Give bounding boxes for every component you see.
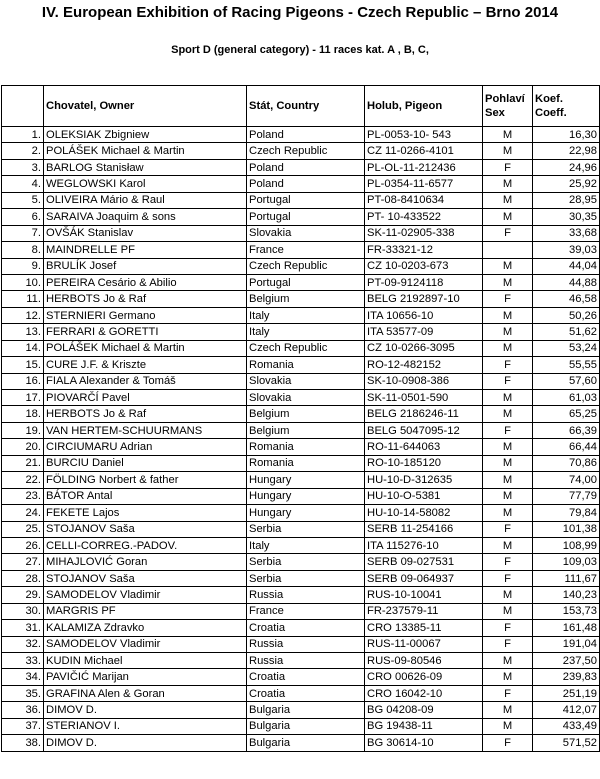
cell-country: Serbia xyxy=(247,554,365,570)
cell-sex: M xyxy=(483,274,533,290)
cell-pigeon: PL-OL-11-212436 xyxy=(365,159,483,175)
cell-owner: PEREIRA Cesário & Abilio xyxy=(44,274,247,290)
table-row xyxy=(2,570,600,586)
table-row xyxy=(2,587,600,603)
table-row xyxy=(2,192,600,208)
cell-coefficient: 161,48 xyxy=(533,620,600,636)
cell-owner: STERNIERI Germano xyxy=(44,307,247,323)
cell-coefficient: 51,62 xyxy=(533,324,600,340)
cell-rank: 28. xyxy=(2,570,44,586)
cell-coefficient: 66,44 xyxy=(533,439,600,455)
cell-sex: M xyxy=(483,472,533,488)
table-row xyxy=(2,127,600,143)
cell-coefficient: 30,35 xyxy=(533,209,600,225)
cell-rank: 22. xyxy=(2,472,44,488)
cell-coefficient: 50,26 xyxy=(533,307,600,323)
cell-coefficient: 191,04 xyxy=(533,636,600,652)
cell-rank: 29. xyxy=(2,587,44,603)
cell-sex: F xyxy=(483,373,533,389)
cell-coefficient: 24,96 xyxy=(533,159,600,175)
column-header-owner: Chovatel, Owner xyxy=(44,86,247,127)
cell-pigeon: FR-237579-11 xyxy=(365,603,483,619)
cell-sex: F xyxy=(483,554,533,570)
cell-owner: STOJANOV Saša xyxy=(44,521,247,537)
cell-country: Poland xyxy=(247,176,365,192)
table-row xyxy=(2,718,600,734)
column-header-sex: Pohlaví Sex xyxy=(483,86,533,127)
cell-rank: 36. xyxy=(2,702,44,718)
table-row xyxy=(2,242,600,258)
table-row xyxy=(2,620,600,636)
cell-sex: M xyxy=(483,718,533,734)
cell-rank: 11. xyxy=(2,291,44,307)
cell-coefficient: 28,95 xyxy=(533,192,600,208)
cell-coefficient: 44,88 xyxy=(533,274,600,290)
cell-coefficient: 57,60 xyxy=(533,373,600,389)
cell-sex: M xyxy=(483,176,533,192)
cell-pigeon: ITA 115276-10 xyxy=(365,537,483,553)
cell-pigeon: FR-33321-12 xyxy=(365,242,483,258)
cell-rank: 27. xyxy=(2,554,44,570)
cell-country: Croatia xyxy=(247,685,365,701)
cell-sex: F xyxy=(483,521,533,537)
table-row xyxy=(2,291,600,307)
cell-rank: 26. xyxy=(2,537,44,553)
cell-pigeon: RUS-10-10041 xyxy=(365,587,483,603)
cell-country: Hungary xyxy=(247,472,365,488)
cell-sex: M xyxy=(483,143,533,159)
cell-sex: M xyxy=(483,587,533,603)
cell-coefficient: 70,86 xyxy=(533,455,600,471)
cell-country: Italy xyxy=(247,307,365,323)
cell-coefficient: 39,03 xyxy=(533,242,600,258)
table-row xyxy=(2,537,600,553)
cell-rank: 3. xyxy=(2,159,44,175)
cell-sex: M xyxy=(483,439,533,455)
table-row xyxy=(2,209,600,225)
cell-sex: M xyxy=(483,488,533,504)
cell-pigeon: RUS-09-80546 xyxy=(365,653,483,669)
cell-coefficient: 33,68 xyxy=(533,225,600,241)
cell-coefficient: 53,24 xyxy=(533,340,600,356)
cell-country: Croatia xyxy=(247,620,365,636)
cell-owner: PIOVARČÍ Pavel xyxy=(44,390,247,406)
cell-country: Portugal xyxy=(247,192,365,208)
cell-owner: OLIVEIRA Mário & Raul xyxy=(44,192,247,208)
cell-rank: 16. xyxy=(2,373,44,389)
cell-coefficient: 65,25 xyxy=(533,406,600,422)
cell-country: Russia xyxy=(247,587,365,603)
results-table xyxy=(1,85,600,752)
table-row xyxy=(2,176,600,192)
cell-coefficient: 16,30 xyxy=(533,127,600,143)
cell-coefficient: 66,39 xyxy=(533,422,600,438)
table-row xyxy=(2,669,600,685)
cell-country: Romania xyxy=(247,439,365,455)
cell-country: Poland xyxy=(247,159,365,175)
cell-pigeon: ITA 53577-09 xyxy=(365,324,483,340)
cell-sex: M xyxy=(483,505,533,521)
cell-rank: 15. xyxy=(2,357,44,373)
cell-coefficient: 44,04 xyxy=(533,258,600,274)
cell-rank: 34. xyxy=(2,669,44,685)
table-row xyxy=(2,636,600,652)
table-row xyxy=(2,439,600,455)
cell-rank: 24. xyxy=(2,505,44,521)
cell-pigeon: CZ 11-0266-4101 xyxy=(365,143,483,159)
cell-pigeon: SK-11-0501-590 xyxy=(365,390,483,406)
cell-country: Bulgaria xyxy=(247,702,365,718)
cell-owner: CIRCIUMARU Adrian xyxy=(44,439,247,455)
cell-country: Russia xyxy=(247,636,365,652)
cell-owner: FÖLDING Norbert & father xyxy=(44,472,247,488)
cell-pigeon: BELG 5047095-12 xyxy=(365,422,483,438)
table-row xyxy=(2,340,600,356)
cell-rank: 31. xyxy=(2,620,44,636)
cell-owner: BARLOG Stanisław xyxy=(44,159,247,175)
cell-rank: 17. xyxy=(2,390,44,406)
cell-rank: 10. xyxy=(2,274,44,290)
table-row xyxy=(2,603,600,619)
cell-sex: F xyxy=(483,422,533,438)
cell-pigeon: CRO 13385-11 xyxy=(365,620,483,636)
cell-country: Poland xyxy=(247,127,365,143)
cell-sex: M xyxy=(483,192,533,208)
cell-pigeon: PT- 10-433522 xyxy=(365,209,483,225)
cell-pigeon: PT-08-8410634 xyxy=(365,192,483,208)
cell-coefficient: 571,52 xyxy=(533,735,600,751)
cell-country: Croatia xyxy=(247,669,365,685)
cell-country: Slovakia xyxy=(247,225,365,241)
cell-owner: BÁTOR Antal xyxy=(44,488,247,504)
document-title: IV. European Exhibition of Racing Pigeons - Czech Republic – Brno 2014 xyxy=(41,4,559,21)
cell-owner: BURCIU Daniel xyxy=(44,455,247,471)
table-row xyxy=(2,685,600,701)
cell-sex: M xyxy=(483,209,533,225)
cell-owner: MARGRIS PF xyxy=(44,603,247,619)
cell-pigeon: PT-09-9124118 xyxy=(365,274,483,290)
cell-pigeon: CRO 00626-09 xyxy=(365,669,483,685)
cell-sex: F xyxy=(483,159,533,175)
cell-sex: F xyxy=(483,570,533,586)
cell-sex: M xyxy=(483,340,533,356)
cell-sex: F xyxy=(483,620,533,636)
cell-pigeon: CRO 16042-10 xyxy=(365,685,483,701)
cell-country: Czech Republic xyxy=(247,340,365,356)
cell-sex: M xyxy=(483,324,533,340)
cell-country: Serbia xyxy=(247,521,365,537)
cell-sex: M xyxy=(483,702,533,718)
cell-rank: 30. xyxy=(2,603,44,619)
table-row xyxy=(2,390,600,406)
cell-country: Czech Republic xyxy=(247,258,365,274)
cell-pigeon: HU-10-D-312635 xyxy=(365,472,483,488)
cell-rank: 2. xyxy=(2,143,44,159)
cell-owner: SAMODELOV Vladimir xyxy=(44,587,247,603)
cell-owner: GRAFINA Alen & Goran xyxy=(44,685,247,701)
cell-coefficient: 25,92 xyxy=(533,176,600,192)
cell-coefficient: 140,23 xyxy=(533,587,600,603)
cell-coefficient: 251,19 xyxy=(533,685,600,701)
cell-rank: 33. xyxy=(2,653,44,669)
document-subtitle: Sport D (general category) - 11 races kat. A , B, C, xyxy=(171,44,429,56)
cell-pigeon: SERB 11-254166 xyxy=(365,521,483,537)
cell-coefficient: 79,84 xyxy=(533,505,600,521)
cell-owner: SAMODELOV Vladimir xyxy=(44,636,247,652)
cell-country: Czech Republic xyxy=(247,143,365,159)
cell-rank: 18. xyxy=(2,406,44,422)
cell-coefficient: 412,07 xyxy=(533,702,600,718)
cell-owner: PAVIČIĆ Marijan xyxy=(44,669,247,685)
cell-coefficient: 433,49 xyxy=(533,718,600,734)
cell-sex: F xyxy=(483,636,533,652)
cell-pigeon: RO-11-644063 xyxy=(365,439,483,455)
cell-rank: 12. xyxy=(2,307,44,323)
table-row xyxy=(2,702,600,718)
cell-pigeon: BG 30614-10 xyxy=(365,735,483,751)
cell-pigeon: RO-10-185120 xyxy=(365,455,483,471)
cell-owner: WEGLOWSKI Karol xyxy=(44,176,247,192)
cell-country: Romania xyxy=(247,455,365,471)
table-row xyxy=(2,735,600,751)
cell-sex: M xyxy=(483,455,533,471)
column-header-pigeon: Holub, Pigeon xyxy=(365,86,483,127)
cell-pigeon: ITA 10656-10 xyxy=(365,307,483,323)
cell-coefficient: 101,38 xyxy=(533,521,600,537)
column-header-rank xyxy=(2,86,44,127)
cell-owner: KALAMIZA Zdravko xyxy=(44,620,247,636)
table-row xyxy=(2,472,600,488)
cell-pigeon: HU-10-O-5381 xyxy=(365,488,483,504)
cell-pigeon: BELG 2186246-11 xyxy=(365,406,483,422)
cell-rank: 5. xyxy=(2,192,44,208)
cell-country: Portugal xyxy=(247,209,365,225)
cell-sex: M xyxy=(483,258,533,274)
cell-rank: 9. xyxy=(2,258,44,274)
cell-pigeon: SERB 09-064937 xyxy=(365,570,483,586)
cell-sex: F xyxy=(483,225,533,241)
cell-pigeon: RUS-11-00067 xyxy=(365,636,483,652)
cell-owner: POLÁŠEK Michael & Martin xyxy=(44,340,247,356)
cell-country: Russia xyxy=(247,653,365,669)
cell-coefficient: 109,03 xyxy=(533,554,600,570)
cell-country: France xyxy=(247,603,365,619)
cell-country: Italy xyxy=(247,324,365,340)
cell-sex: M xyxy=(483,669,533,685)
cell-rank: 38. xyxy=(2,735,44,751)
cell-owner: SARAIVA Joaquim & sons xyxy=(44,209,247,225)
cell-country: Slovakia xyxy=(247,390,365,406)
cell-owner: POLÁŠEK Michael & Martin xyxy=(44,143,247,159)
table-row xyxy=(2,258,600,274)
cell-pigeon: PL-0354-11-6577 xyxy=(365,176,483,192)
cell-owner: OLEKSIAK Zbigniew xyxy=(44,127,247,143)
cell-sex: F xyxy=(483,357,533,373)
cell-rank: 25. xyxy=(2,521,44,537)
column-header-coefficient: Koef. Coeff. xyxy=(533,86,600,127)
cell-coefficient: 61,03 xyxy=(533,390,600,406)
cell-rank: 20. xyxy=(2,439,44,455)
cell-coefficient: 153,73 xyxy=(533,603,600,619)
cell-rank: 8. xyxy=(2,242,44,258)
cell-sex: M xyxy=(483,603,533,619)
cell-coefficient: 108,99 xyxy=(533,537,600,553)
cell-sex: M xyxy=(483,406,533,422)
cell-owner: OVŠÁK Stanislav xyxy=(44,225,247,241)
cell-coefficient: 55,55 xyxy=(533,357,600,373)
cell-pigeon: SK-11-02905-338 xyxy=(365,225,483,241)
cell-country: Hungary xyxy=(247,488,365,504)
cell-coefficient: 239,83 xyxy=(533,669,600,685)
table-row xyxy=(2,357,600,373)
cell-owner: MIHAJLOVIĆ Goran xyxy=(44,554,247,570)
table-row xyxy=(2,554,600,570)
cell-country: Belgium xyxy=(247,291,365,307)
cell-pigeon: PL-0053-10- 543 xyxy=(365,127,483,143)
cell-pigeon: CZ 10-0266-3095 xyxy=(365,340,483,356)
table-row xyxy=(2,274,600,290)
cell-country: Belgium xyxy=(247,422,365,438)
cell-sex: M xyxy=(483,307,533,323)
cell-country: Belgium xyxy=(247,406,365,422)
cell-pigeon: SERB 09-027531 xyxy=(365,554,483,570)
table-row xyxy=(2,422,600,438)
column-header-country: Stát, Country xyxy=(247,86,365,127)
cell-rank: 14. xyxy=(2,340,44,356)
table-row xyxy=(2,373,600,389)
cell-owner: BRULÍK Josef xyxy=(44,258,247,274)
cell-rank: 37. xyxy=(2,718,44,734)
cell-owner: HERBOTS Jo & Raf xyxy=(44,406,247,422)
cell-country: Italy xyxy=(247,537,365,553)
cell-owner: CURE J.F. & Kriszte xyxy=(44,357,247,373)
cell-pigeon: BG 04208-09 xyxy=(365,702,483,718)
cell-rank: 1. xyxy=(2,127,44,143)
cell-owner: VAN HERTEM-SCHUURMANS xyxy=(44,422,247,438)
cell-sex: M xyxy=(483,537,533,553)
cell-sex: F xyxy=(483,291,533,307)
table-row xyxy=(2,143,600,159)
cell-owner: HERBOTS Jo & Raf xyxy=(44,291,247,307)
cell-owner: KUDIN Michael xyxy=(44,653,247,669)
cell-owner: MAINDRELLE PF xyxy=(44,242,247,258)
cell-rank: 32. xyxy=(2,636,44,652)
cell-rank: 7. xyxy=(2,225,44,241)
table-row xyxy=(2,159,600,175)
table-row xyxy=(2,521,600,537)
cell-country: Serbia xyxy=(247,570,365,586)
table-row xyxy=(2,653,600,669)
cell-country: Bulgaria xyxy=(247,735,365,751)
cell-sex: M xyxy=(483,390,533,406)
cell-sex: F xyxy=(483,685,533,701)
cell-pigeon: BG 19438-11 xyxy=(365,718,483,734)
cell-country: Portugal xyxy=(247,274,365,290)
cell-pigeon: HU-10-14-58082 xyxy=(365,505,483,521)
cell-owner: FIALA Alexander & Tomáš xyxy=(44,373,247,389)
cell-owner: FERRARI & GORETTI xyxy=(44,324,247,340)
cell-country: Hungary xyxy=(247,505,365,521)
cell-pigeon: SK-10-0908-386 xyxy=(365,373,483,389)
cell-pigeon: CZ 10-0203-673 xyxy=(365,258,483,274)
table-header-row xyxy=(2,86,600,127)
cell-rank: 35. xyxy=(2,685,44,701)
cell-country: Slovakia xyxy=(247,373,365,389)
cell-sex xyxy=(483,242,533,258)
table-row xyxy=(2,324,600,340)
cell-rank: 13. xyxy=(2,324,44,340)
table-row xyxy=(2,225,600,241)
cell-pigeon: RO-12-482152 xyxy=(365,357,483,373)
cell-rank: 6. xyxy=(2,209,44,225)
cell-owner: DIMOV D. xyxy=(44,702,247,718)
cell-coefficient: 111,67 xyxy=(533,570,600,586)
cell-pigeon: BELG 2192897-10 xyxy=(365,291,483,307)
cell-country: Bulgaria xyxy=(247,718,365,734)
cell-coefficient: 237,50 xyxy=(533,653,600,669)
table-row xyxy=(2,505,600,521)
table-row xyxy=(2,455,600,471)
cell-rank: 21. xyxy=(2,455,44,471)
cell-coefficient: 74,00 xyxy=(533,472,600,488)
cell-coefficient: 22,98 xyxy=(533,143,600,159)
cell-owner: STERIANOV I. xyxy=(44,718,247,734)
cell-sex: M xyxy=(483,653,533,669)
cell-country: France xyxy=(247,242,365,258)
cell-rank: 23. xyxy=(2,488,44,504)
cell-owner: FEKETE Lajos xyxy=(44,505,247,521)
cell-sex: M xyxy=(483,127,533,143)
table-row xyxy=(2,406,600,422)
cell-coefficient: 46,58 xyxy=(533,291,600,307)
cell-owner: DIMOV D. xyxy=(44,735,247,751)
cell-rank: 19. xyxy=(2,422,44,438)
cell-sex: F xyxy=(483,735,533,751)
table-row xyxy=(2,488,600,504)
cell-rank: 4. xyxy=(2,176,44,192)
table-row xyxy=(2,307,600,323)
cell-country: Romania xyxy=(247,357,365,373)
cell-coefficient: 77,79 xyxy=(533,488,600,504)
cell-owner: STOJANOV Saša xyxy=(44,570,247,586)
cell-owner: CELLI-CORREG.-PADOV. xyxy=(44,537,247,553)
